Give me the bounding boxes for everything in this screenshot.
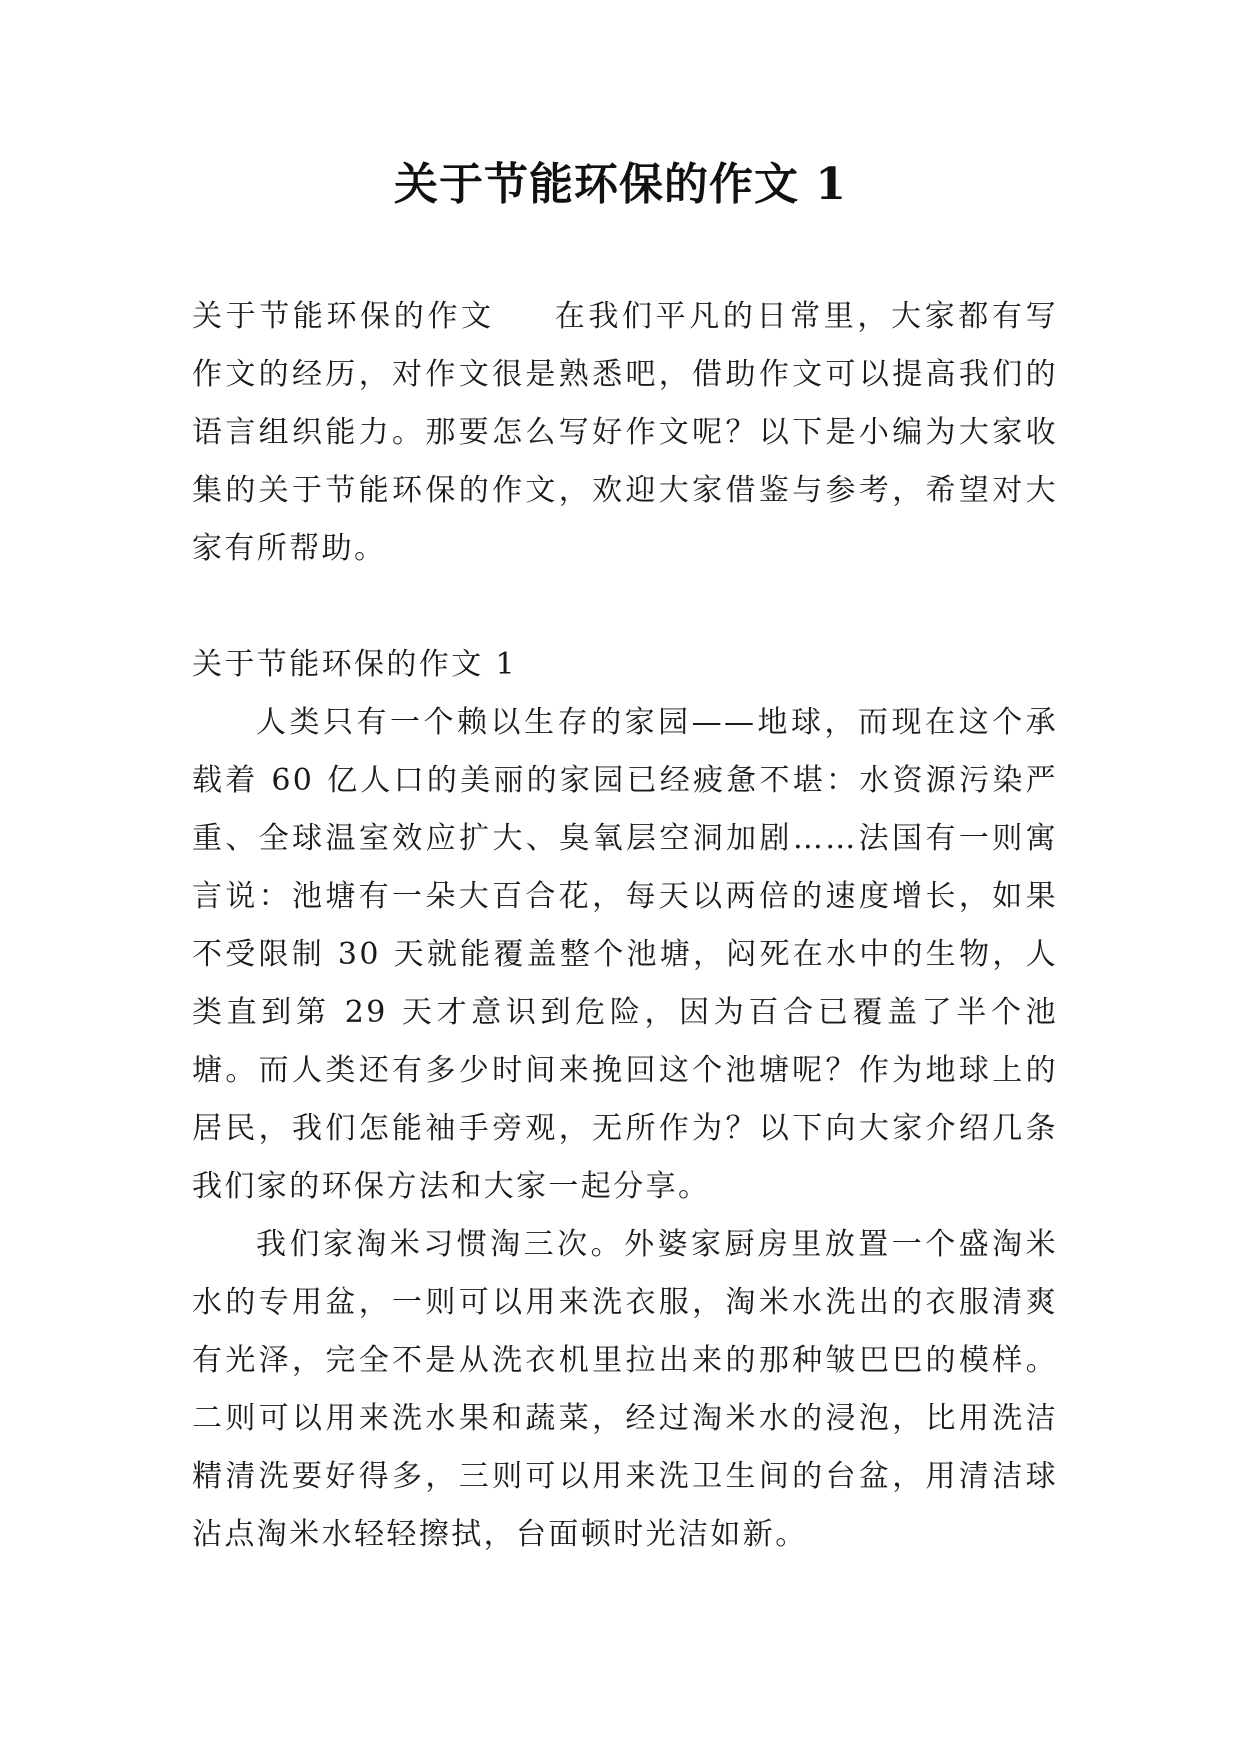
intro-heading: 关于节能环保的作文 — [192, 299, 495, 334]
body-paragraph-1: 人类只有一个赖以生存的家园——地球，而现在这个承载着 60 亿人口的美丽的家园已经疲惫不堪：水资源污染严重、全球温室效应扩大、臭氧层空洞加剧……法国有一则寓言说：池塘有一朵大百合花，每天以两倍的速度增长，如果不受限制 30 天就能覆盖整个池塘，闷死在水中的生物，人类直到第 29 天才意识到危险，因为百合已覆盖了半个池塘。而人类还有多少时间来挽回这个池塘呢？作为地球上的居民，我们怎能袖手旁观，无所作为？以下向大家介绍几条我们家的环保方法和大家一起分享。 — [192, 705, 1058, 1204]
intro-paragraph — [192, 288, 1058, 578]
document-body — [192, 288, 1058, 1564]
body-paragraph-2: 我们家淘米习惯淘三次。外婆家厨房里放置一个盛淘米水的专用盆，一则可以用来洗衣服，淘米水洗出的衣服清爽有光泽，完全不是从洗衣机里拉出来的那种皱巴巴的模样。二则可以用来洗水果和蔬菜，经过淘米水的浸泡，比用洗洁精清洗要好得多，三则可以用来洗卫生间的台盆，用清洁球沾点淘米水轻轻擦拭，台面顿时光洁如新。 — [192, 1227, 1058, 1552]
intro-text: 在我们平凡的日常里，大家都有写作文的经历，对作文很是熟悉吧，借助作文可以提高我们的语言组织能力。那要怎么写好作文呢？以下是小编为大家收集的关于节能环保的作文，欢迎大家借鉴与参考，希望对大家有所帮助。 — [192, 299, 1058, 566]
document-title: 关于节能环保的作文 1 — [394, 159, 847, 210]
section-heading: 关于节能环保的作文 1 — [192, 647, 518, 682]
